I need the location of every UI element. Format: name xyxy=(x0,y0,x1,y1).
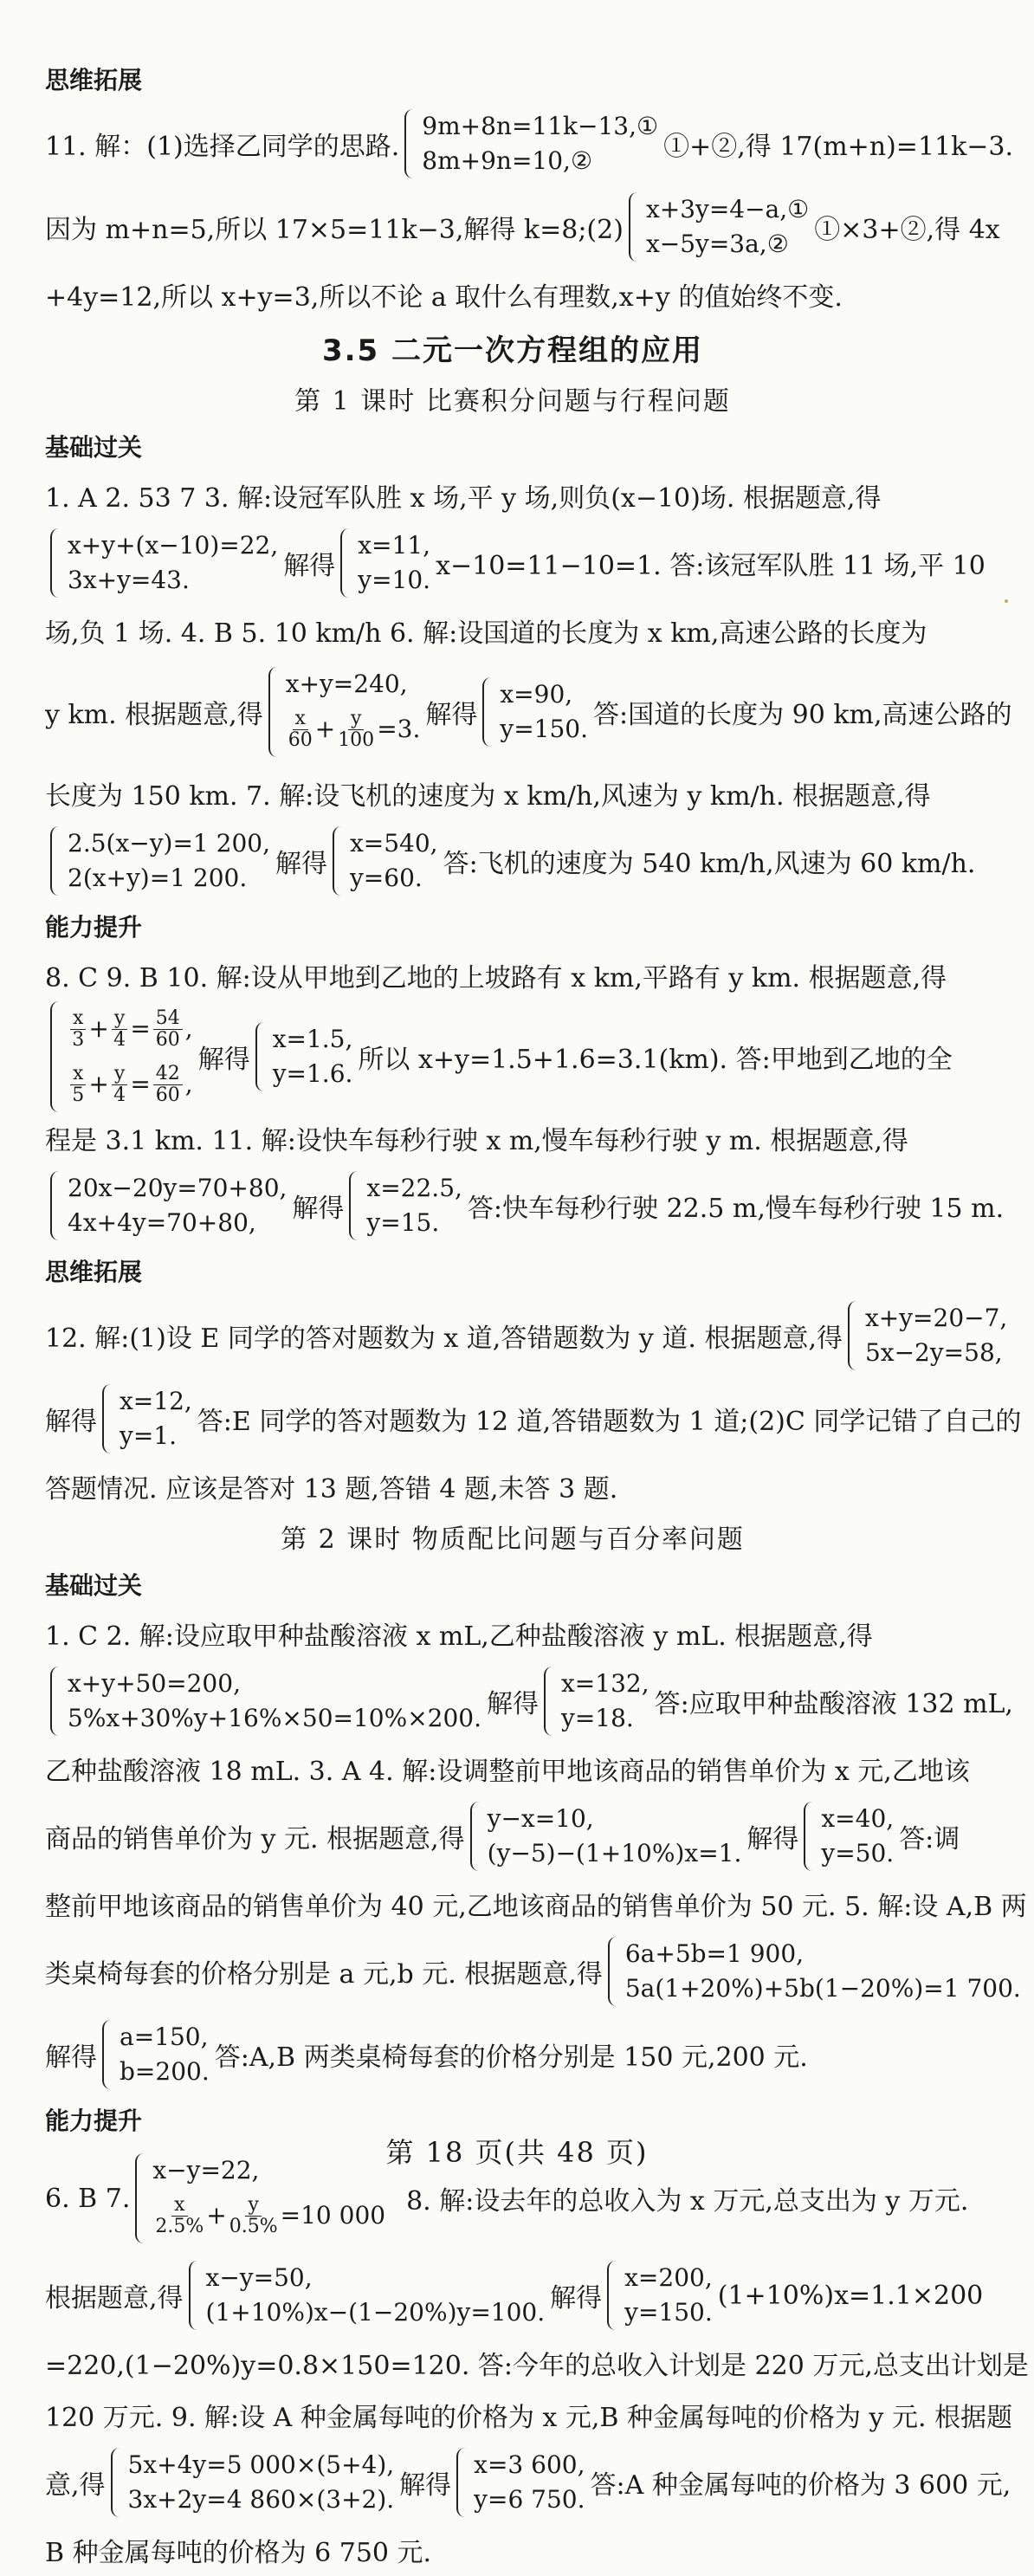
solution-system: x=22.5, y=15. xyxy=(349,1171,462,1240)
problem-12-line-2: 解得 x=12, y=1. 答:E 同学的答对题数为 12 道,答错题数为 1 道;(2)C 同学记错了自己的 xyxy=(45,1377,980,1460)
solution-system: x=200, y=150. xyxy=(607,2261,713,2330)
lesson-1-title: 第 1 课时 比赛积分问题与行程问题 xyxy=(294,386,731,417)
equation-system: x+y=20−7, 5x−2y=58, xyxy=(848,1301,1007,1370)
equation-system-fraction: x−y=22, $\frac{x}{2.5\%}$ + $\frac{y}{0.5\%}$ =10 000 xyxy=(135,2153,385,2243)
lesson1-line-2: x+y+(x−10)=22, 3x+y=43. 解得 x=11, y=10. x−10=11−10=1. 答:该冠军队胜 11 场,平 10 xyxy=(45,521,980,605)
equation-system: x−y=50, (1+10%)x−(1−20%)y=100. xyxy=(189,2261,546,2330)
ability2-line-6: B 种金属每吨的价格为 6 750 元. xyxy=(45,2538,432,2568)
lesson2-line-7: 解得 a=150, b=200. 答:A,B 两类桌椅每套的价格分别是 150 元,200 元. xyxy=(45,2013,980,2096)
equation-system-fraction: x+y=240, $\frac{x}{60}$ + $\frac{y}{100}$ =3. xyxy=(268,667,421,757)
solution-system: x=40, y=50. xyxy=(804,1802,894,1871)
equation-system: 9m+8n=11k−13,① 8m+9n=10,② xyxy=(404,109,658,178)
equation-system: 5x+4y=5 000×(5+4), 3x+2y=4 860×(3+2). xyxy=(111,2448,395,2517)
problem-11-line-2: 因为 m+n=5,所以 17×5=11k−3,解得 k=8;(2) x+3y=4−a,① x−5y=3a,② ①×3+②,得 4x xyxy=(45,185,980,269)
problem-12-line-1: 12. 解:(1)设 E 同学的答对题数为 x 道,答错题数为 y 道. 根据题意,得 x+y=20−7, 5x−2y=58, xyxy=(45,1294,980,1377)
solution-system: x=90, y=150. xyxy=(482,677,588,747)
ability1-line-2: $\frac{x}{3}$ + $\frac{y}{4}$ = $\frac{54}{60}$ , $\frac{x}{5}$ + $\frac{y}{4}$ = $\frac{42}{60}$ , 解得 x=1.5, y=1.6. 所以 x+y=1.5+1.6=3.1(km). 答:甲地到乙地的全 xyxy=(45,1001,980,1112)
heading-thinking-extension-2: 思维拓展 xyxy=(45,1258,143,1286)
lesson2-line-2: x+y+50=200, 5%x+30%y+16%×50=10%×200. 解得 x=132, y=18. 答:应取甲种盐酸溶液 132 mL, xyxy=(45,1660,980,1743)
heading-basic-2: 基础过关 xyxy=(45,1571,143,1600)
lesson1-line-4: y km. 根据题意,得 x+y=240, $\frac{x}{60}$ + $\frac{y}{100}$ =3. 解得 x=90, y=150. 答:国道的长度为 90 km,高速公路的 xyxy=(45,657,980,767)
equation-system: 20x−20y=70+80, 4x+4y=70+80, xyxy=(50,1171,287,1240)
ability2-line-5: 意,得 5x+4y=5 000×(5+4), 3x+2y=4 860×(3+2). 解得 x=3 600, y=6 750. 答:A 种金属每吨的价格为 3 600 元, xyxy=(45,2441,980,2524)
equation-system-fraction: $\frac{x}{3}$ + $\frac{y}{4}$ = $\frac{54}{60}$ , $\frac{x}{5}$ + $\frac{y}{4}$ = $\frac{42}{60}$ , xyxy=(50,1001,193,1112)
heading-ability-2: 能力提升 xyxy=(45,2107,143,2135)
solution-system: x=3 600, y=6 750. xyxy=(456,2448,585,2517)
lesson2-line-4: 商品的销售单价为 y 元. 根据题意,得 y−x=10, (y−5)−(1+10%)x=1. 解得 x=40, y=50. 答:调 xyxy=(45,1795,980,1878)
problem-12-line-3: 答题情况. 应该是答对 13 题,答错 4 题,未答 3 题. xyxy=(45,1474,618,1505)
solution-system: x=1.5, y=1.6. xyxy=(255,1022,353,1091)
lesson2-line-1: 1. C 2. 解:设应取甲种盐酸溶液 x mL,乙种盐酸溶液 y mL. 根据题意,得 xyxy=(45,1621,873,1652)
ability1-line-1: 8. C 9. B 10. 解:设从甲地到乙地的上坡路有 x km,平路有 y km. 根据题意,得 xyxy=(45,963,947,994)
scan-speck xyxy=(1005,599,1008,603)
heading-basic-1: 基础过关 xyxy=(45,433,143,462)
lesson1-line-6: 2.5(x−y)=1 200, 2(x+y)=1 200. 解得 x=540, y=60. 答:飞机的速度为 540 km/h,风速为 60 km/h. xyxy=(45,819,980,903)
lesson2-line-3: 乙种盐酸溶液 18 mL. 3. A 4. 解:设调整前甲地该商品的销售单价为 x 元,乙地该 xyxy=(45,1757,970,1787)
equation-system: x+y+(x−10)=22, 3x+y=43. xyxy=(50,528,278,598)
page-footer: 第 18 页(共 48 页) xyxy=(385,2136,649,2169)
ability2-line-1: 6. B 7. x−y=22, $\frac{x}{2.5\%}$ + $\frac{y}{0.5\%}$ =10 000 8. 解:设去年的总收入为 x 万元,总支出为 y 万元. xyxy=(45,2143,980,2254)
solution-system: a=150, b=200. xyxy=(102,2020,210,2089)
answer-content xyxy=(45,55,1029,2576)
lesson2-line-6: 类桌椅每套的价格分别是 a 元,b 元. 根据题意,得 6a+5b=1 900, 5a(1+20%)+5b(1−20%)=1 700. xyxy=(45,1930,980,2013)
solution-system: x=540, y=60. xyxy=(333,826,438,896)
equation-system: x+3y=4−a,① x−5y=3a,② xyxy=(629,192,809,262)
ability2-line-4: 120 万元. 9. 解:设 A 种金属每吨的价格为 x 元,B 种金属每吨的价格为 y 元. 根据题 xyxy=(45,2403,1013,2433)
lesson1-line-3: 场,负 1 场. 4. B 5. 10 km/h 6. 解:设国道的长度为 x km,高速公路的长度为 xyxy=(45,618,927,649)
ability1-line-4: 20x−20y=70+80, 4x+4y=70+80, 解得 x=22.5, y=15. 答:快车每秒行驶 22.5 m,慢车每秒行驶 15 m. xyxy=(45,1164,980,1247)
problem-11-line-1: 11. 解：(1)选择乙同学的思路. 9m+8n=11k−13,① 8m+9n=10,② ①+②,得 17(m+n)=11k−3. xyxy=(45,102,980,185)
solution-system: x=132, y=18. xyxy=(544,1667,649,1736)
heading-thinking-extension: 思维拓展 xyxy=(45,66,143,94)
ability1-line-3: 程是 3.1 km. 11. 解:设快车每秒行驶 x m,慢车每秒行驶 y m. 根据题意,得 xyxy=(45,1126,908,1156)
solution-system: x=12, y=1. xyxy=(102,1384,192,1453)
lesson1-line-5: 长度为 150 km. 7. 解:设飞机的速度为 x km/h,风速为 y km/h. 根据题意,得 xyxy=(45,781,931,812)
heading-ability-1: 能力提升 xyxy=(45,913,143,942)
ability2-line-2: 根据题意,得 x−y=50, (1+10%)x−(1−20%)y=100. 解得 x=200, y=150. (1+10%)x=1.1×200 xyxy=(45,2254,980,2337)
lesson1-line-1: 1. A 2. 53 7 3. 解:设冠军队胜 x 场,平 y 场,则负(x−10)场. 根据题意,得 xyxy=(45,483,882,514)
lesson-2-title: 第 2 课时 物质配比问题与百分率问题 xyxy=(281,1524,745,1555)
equation-system: y−x=10, (y−5)−(1+10%)x=1. xyxy=(470,1802,742,1871)
equation-system: 6a+5b=1 900, 5a(1+20%)+5b(1−20%)=1 700. xyxy=(608,1937,1021,2006)
equation-system: 2.5(x−y)=1 200, 2(x+y)=1 200. xyxy=(50,826,270,896)
problem-11-line-3: +4y=12,所以 x+y=3,所以不论 a 取什么有理数,x+y 的值始终不变. xyxy=(45,282,843,313)
solution-system: x=11, y=10. xyxy=(340,528,430,598)
ability2-line-3: =220,(1−20%)y=0.8×150=120. 答:今年的总收入计划是 220 万元,总支出计划是 xyxy=(45,2351,1029,2381)
section-title: 3.5 二元一次方程组的应用 xyxy=(321,333,704,368)
lesson2-line-5: 整前甲地该商品的销售单价为 40 元,乙地该商品的销售单价为 50 元. 5. 解:设 A,B 两 xyxy=(45,1892,1027,1922)
equation-system: x+y+50=200, 5%x+30%y+16%×50=10%×200. xyxy=(50,1667,481,1736)
